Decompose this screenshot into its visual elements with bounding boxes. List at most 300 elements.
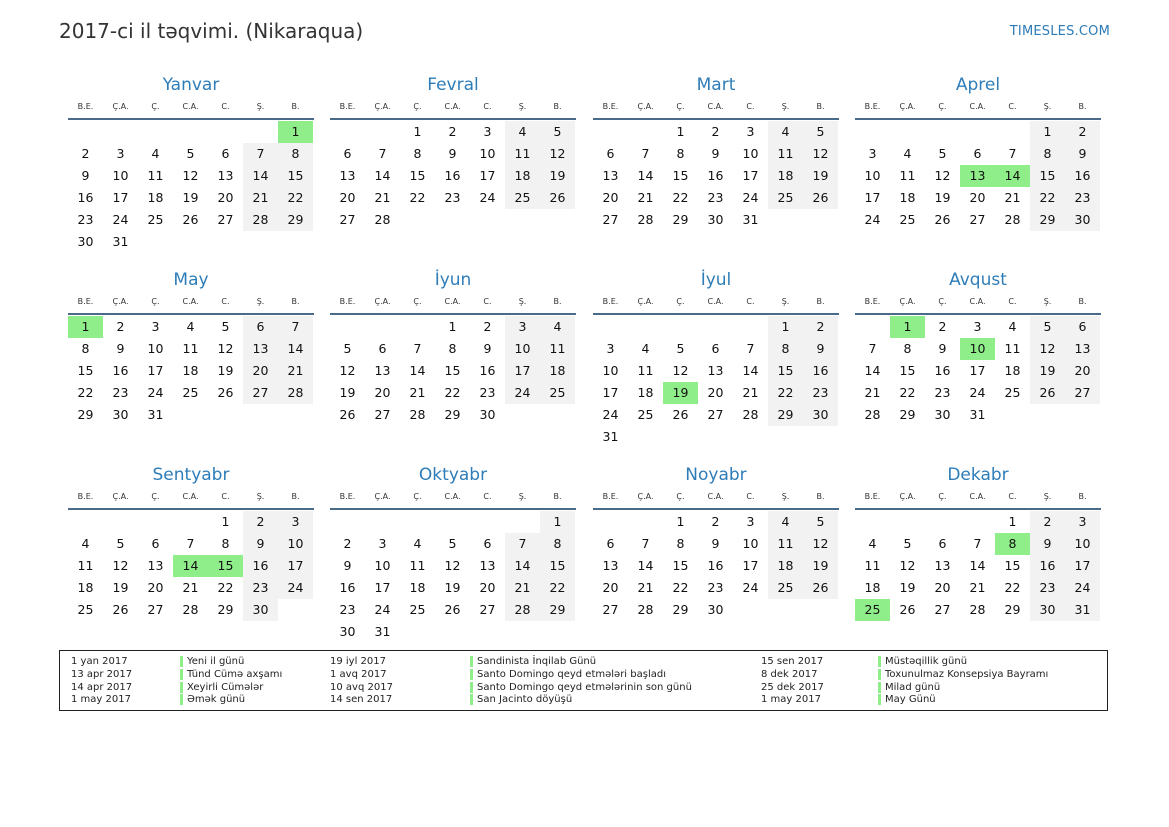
day-cell: 6 [1065, 316, 1100, 338]
day-cell: 29 [672, 212, 689, 227]
day-cell: 2 [711, 514, 720, 529]
empty-cell [278, 404, 313, 426]
day-cell: 7 [378, 146, 387, 161]
weekday-label: C. [483, 492, 492, 501]
day-cell: 10 [960, 338, 995, 360]
month-3 [855, 74, 1101, 231]
day-cell: 5 [803, 121, 838, 143]
weekday-label: C. [746, 102, 755, 111]
month-2 [593, 74, 839, 231]
day-cell: 4 [641, 341, 650, 356]
weekday-label: Ç. [413, 297, 422, 306]
day-cell: 8 [676, 536, 685, 551]
weekday-label: Ç.A. [899, 297, 916, 306]
empty-cell [243, 404, 278, 426]
weekday-label: C. [1008, 102, 1017, 111]
weekday-label: B.E. [602, 492, 619, 501]
day-cell: 21 [864, 385, 881, 400]
empty-cell [435, 209, 470, 231]
holiday-legend [59, 650, 1108, 711]
day-cell: 31 [374, 624, 391, 639]
legend-holiday-name: Müstəqillik günü [878, 656, 967, 667]
day-cell: 16 [934, 363, 951, 378]
day-cell: 25 [540, 382, 575, 404]
month-name: Noyabr [685, 465, 747, 485]
weekday-label: Ç. [151, 492, 160, 501]
weekday-label: B. [1078, 297, 1087, 306]
month-name: Aprel [955, 75, 1001, 95]
day-cell: 25 [409, 602, 426, 617]
weekday-label: C. [1008, 297, 1017, 306]
day-cell: 21 [637, 580, 654, 595]
day-cell: 15 [899, 363, 916, 378]
day-cell: 1 [890, 316, 925, 338]
day-cell: 6 [938, 536, 947, 551]
day-cell: 22 [217, 580, 234, 595]
weekday-label: Ç.A. [112, 297, 129, 306]
day-grid [855, 316, 1101, 426]
day-cell: 19 [112, 580, 129, 595]
day-cell: 15 [768, 360, 803, 382]
day-cell: 28 [505, 599, 540, 621]
weekday-header [68, 488, 314, 510]
empty-cell [173, 121, 208, 143]
day-cell: 7 [186, 536, 195, 551]
weekday-label: Ş. [256, 492, 265, 501]
empty-cell [470, 511, 505, 533]
day-cell: 21 [182, 580, 199, 595]
day-cell: 20 [602, 190, 619, 205]
day-cell: 19 [663, 382, 698, 404]
day-cell: 16 [1030, 555, 1065, 577]
day-cell: 23 [444, 190, 461, 205]
day-cell: 6 [973, 146, 982, 161]
day-cell: 5 [676, 341, 685, 356]
day-cell: 10 [374, 558, 391, 573]
weekday-label: Ç. [938, 297, 947, 306]
weekday-label: Ç.A. [374, 297, 391, 306]
day-cell: 30 [934, 407, 951, 422]
weekday-label: C.A. [707, 297, 724, 306]
day-cell: 28 [969, 602, 986, 617]
weekday-header [855, 293, 1101, 315]
weekday-label: B. [816, 102, 825, 111]
day-cell: 23 [707, 190, 724, 205]
weekday-header [330, 293, 576, 315]
empty-cell [628, 121, 663, 143]
weekday-label: Ç.A. [899, 492, 916, 501]
weekday-label: B.E. [77, 492, 94, 501]
legend-holiday-name: Tünd Cümə axşamı [180, 669, 282, 680]
weekday-label: C.A. [969, 492, 986, 501]
day-cell: 11 [409, 558, 426, 573]
day-cell: 28 [637, 212, 654, 227]
day-cell: 6 [343, 146, 352, 161]
day-cell: 21 [505, 577, 540, 599]
day-cell: 11 [182, 341, 199, 356]
day-cell: 2 [243, 511, 278, 533]
day-cell: 2 [483, 319, 492, 334]
day-cell: 19 [803, 165, 838, 187]
weekday-header [330, 98, 576, 120]
day-cell: 4 [903, 146, 912, 161]
day-cell: 6 [221, 146, 230, 161]
day-cell: 5 [448, 536, 457, 551]
day-cell: 28 [182, 602, 199, 617]
day-cell: 12 [1030, 338, 1065, 360]
empty-cell [1030, 404, 1065, 426]
day-cell: 8 [221, 536, 230, 551]
empty-cell [138, 231, 173, 253]
day-cell: 19 [339, 385, 356, 400]
empty-cell [68, 121, 103, 143]
day-cell: 25 [77, 602, 94, 617]
day-cell: 1 [540, 511, 575, 533]
empty-cell [768, 209, 803, 231]
weekday-label: Ş. [256, 102, 265, 111]
day-cell: 17 [505, 360, 540, 382]
empty-cell [330, 316, 365, 338]
day-cell: 26 [934, 212, 951, 227]
day-cell: 11 [505, 143, 540, 165]
empty-cell [103, 121, 138, 143]
day-cell: 26 [339, 407, 356, 422]
day-cell: 20 [1065, 360, 1100, 382]
legend-date: 14 sen 2017 [330, 694, 393, 706]
weekday-label: C.A. [182, 492, 199, 501]
day-cell: 23 [479, 385, 496, 400]
day-cell: 28 [637, 602, 654, 617]
day-cell: 16 [243, 555, 278, 577]
month-11 [855, 464, 1101, 621]
day-cell: 4 [768, 511, 803, 533]
day-cell: 23 [803, 382, 838, 404]
day-cell: 14 [278, 338, 313, 360]
day-cell: 3 [483, 124, 492, 139]
day-cell: 29 [540, 599, 575, 621]
day-cell: 28 [278, 382, 313, 404]
weekday-label: Ş. [781, 102, 790, 111]
day-cell: 22 [278, 187, 313, 209]
day-cell: 28 [1004, 212, 1021, 227]
day-cell: 18 [182, 363, 199, 378]
month-6 [593, 269, 839, 448]
day-cell: 10 [112, 168, 129, 183]
day-cell: 8 [448, 341, 457, 356]
day-cell: 19 [182, 190, 199, 205]
day-cell: 4 [540, 316, 575, 338]
weekday-label: B. [553, 102, 562, 111]
weekday-label: Ç.A. [899, 102, 916, 111]
day-cell: 23 [339, 602, 356, 617]
day-cell: 3 [151, 319, 160, 334]
day-cell: 29 [672, 602, 689, 617]
day-cell: 17 [479, 168, 496, 183]
legend-date: 1 avq 2017 [330, 668, 387, 680]
weekday-label: B.E. [339, 492, 356, 501]
day-cell: 27 [479, 602, 496, 617]
day-cell: 14 [374, 168, 391, 183]
day-cell: 9 [448, 146, 457, 161]
empty-cell [593, 316, 628, 338]
weekday-label: B. [291, 492, 300, 501]
weekday-label: Ç.A. [637, 102, 654, 111]
day-cell: 12 [803, 143, 838, 165]
day-cell: 13 [1065, 338, 1100, 360]
weekday-label: C.A. [182, 297, 199, 306]
weekday-label: Ç. [676, 297, 685, 306]
legend-date: 8 dek 2017 [761, 668, 818, 680]
empty-cell [243, 121, 278, 143]
day-cell: 4 [413, 536, 422, 551]
weekday-label: Ç.A. [112, 102, 129, 111]
day-cell: 16 [707, 558, 724, 573]
day-cell: 20 [602, 580, 619, 595]
day-cell: 19 [540, 165, 575, 187]
day-grid [330, 121, 576, 231]
month-10 [593, 464, 839, 621]
day-cell: 3 [973, 319, 982, 334]
day-cell: 3 [868, 146, 877, 161]
day-cell: 12 [672, 363, 689, 378]
weekday-label: B. [291, 297, 300, 306]
day-cell: 27 [147, 602, 164, 617]
day-cell: 7 [868, 341, 877, 356]
day-cell: 2 [938, 319, 947, 334]
day-cell: 12 [803, 533, 838, 555]
weekday-label: B. [291, 102, 300, 111]
weekday-label: Ç. [676, 102, 685, 111]
day-cell: 24 [505, 382, 540, 404]
day-cell: 11 [899, 168, 916, 183]
weekday-label: Ç.A. [374, 102, 391, 111]
day-cell: 19 [1030, 360, 1065, 382]
weekday-label: Ç.A. [374, 492, 391, 501]
weekday-label: B.E. [77, 102, 94, 111]
weekday-header [68, 293, 314, 315]
day-cell: 12 [444, 558, 461, 573]
day-cell: 27 [339, 212, 356, 227]
empty-cell [365, 511, 400, 533]
day-cell: 31 [969, 407, 986, 422]
day-cell: 9 [483, 341, 492, 356]
day-cell: 23 [1030, 577, 1065, 599]
day-cell: 5 [938, 146, 947, 161]
empty-cell [400, 209, 435, 231]
day-cell: 4 [151, 146, 160, 161]
month-name: Oktyabr [418, 465, 488, 485]
weekday-label: B.E. [864, 297, 881, 306]
day-cell: 17 [112, 190, 129, 205]
legend-holiday-name: Əmək günü [180, 694, 245, 705]
day-cell: 3 [1065, 511, 1100, 533]
day-cell: 19 [444, 580, 461, 595]
empty-cell [400, 621, 435, 643]
weekday-label: Ç. [151, 102, 160, 111]
day-cell: 22 [444, 385, 461, 400]
day-cell: 25 [637, 407, 654, 422]
day-cell: 9 [343, 558, 352, 573]
empty-cell [890, 511, 925, 533]
day-cell: 25 [768, 187, 803, 209]
day-cell: 1 [676, 514, 685, 529]
day-cell: 21 [243, 187, 278, 209]
empty-cell [890, 121, 925, 143]
empty-cell [505, 404, 540, 426]
day-cell: 8 [1030, 143, 1065, 165]
weekday-label: C. [1008, 492, 1017, 501]
day-cell: 5 [221, 319, 230, 334]
day-cell: 2 [1030, 511, 1065, 533]
day-cell: 10 [479, 146, 496, 161]
day-cell: 30 [339, 624, 356, 639]
day-cell: 1 [68, 316, 103, 338]
day-cell: 14 [864, 363, 881, 378]
day-cell: 3 [606, 341, 615, 356]
day-cell: 6 [378, 341, 387, 356]
day-cell: 14 [995, 165, 1030, 187]
empty-cell [1065, 404, 1100, 426]
day-cell: 5 [186, 146, 195, 161]
day-cell: 24 [602, 407, 619, 422]
day-cell: 4 [81, 536, 90, 551]
empty-cell [698, 426, 733, 448]
empty-cell [628, 316, 663, 338]
day-cell: 25 [182, 385, 199, 400]
day-cell: 26 [112, 602, 129, 617]
weekday-label: C. [221, 102, 230, 111]
day-cell: 20 [969, 190, 986, 205]
month-name: İyun [434, 270, 472, 290]
empty-cell [960, 121, 995, 143]
weekday-label: C.A. [444, 297, 461, 306]
day-cell: 24 [374, 602, 391, 617]
day-cell: 21 [1004, 190, 1021, 205]
day-cell: 13 [960, 165, 995, 187]
empty-cell [470, 621, 505, 643]
month-8 [68, 464, 314, 621]
legend-holiday-name: Milad günü [878, 682, 940, 693]
day-cell: 16 [1065, 165, 1100, 187]
day-cell: 2 [448, 124, 457, 139]
empty-cell [435, 621, 470, 643]
day-cell: 20 [374, 385, 391, 400]
empty-cell [365, 121, 400, 143]
day-cell: 7 [746, 341, 755, 356]
day-cell: 21 [969, 580, 986, 595]
day-grid [68, 316, 314, 426]
day-cell: 28 [409, 407, 426, 422]
empty-cell [330, 511, 365, 533]
legend-holiday-name: May Günü [878, 694, 936, 705]
empty-cell [173, 404, 208, 426]
day-cell: 21 [742, 385, 759, 400]
legend-date: 25 dek 2017 [761, 681, 824, 693]
day-cell: 9 [938, 341, 947, 356]
day-cell: 14 [742, 363, 759, 378]
day-cell: 16 [112, 363, 129, 378]
day-cell: 8 [81, 341, 90, 356]
day-cell: 7 [243, 143, 278, 165]
day-cell: 24 [742, 580, 759, 595]
day-cell: 1 [413, 124, 422, 139]
day-cell: 17 [1065, 555, 1100, 577]
day-grid [68, 511, 314, 621]
day-cell: 29 [278, 209, 313, 231]
day-grid [593, 511, 839, 621]
empty-cell [803, 599, 838, 621]
empty-cell [68, 511, 103, 533]
day-cell: 3 [505, 316, 540, 338]
day-cell: 6 [483, 536, 492, 551]
legend-holiday-name: Santo Domingo qeyd etmələrinin son günü [470, 682, 692, 693]
day-cell: 17 [602, 385, 619, 400]
empty-cell [663, 316, 698, 338]
empty-cell [505, 209, 540, 231]
day-cell: 16 [339, 580, 356, 595]
empty-cell [960, 511, 995, 533]
day-cell: 11 [864, 558, 881, 573]
month-name: Mart [696, 75, 736, 95]
empty-cell [803, 426, 838, 448]
day-cell: 14 [637, 558, 654, 573]
weekday-header [593, 488, 839, 510]
day-cell: 27 [243, 382, 278, 404]
day-cell: 24 [112, 212, 129, 227]
weekday-label: B. [816, 297, 825, 306]
day-cell: 20 [934, 580, 951, 595]
day-cell: 1 [1030, 121, 1065, 143]
weekday-header [593, 98, 839, 120]
day-cell: 28 [864, 407, 881, 422]
empty-cell [330, 121, 365, 143]
day-cell: 6 [243, 316, 278, 338]
legend-names-column [470, 656, 692, 707]
brand-link[interactable]: TIMESLES.COM [1009, 24, 1110, 39]
day-cell: 6 [606, 536, 615, 551]
weekday-label: C. [746, 297, 755, 306]
day-cell: 16 [77, 190, 94, 205]
empty-cell [995, 121, 1030, 143]
day-cell: 16 [444, 168, 461, 183]
day-cell: 19 [217, 363, 234, 378]
day-cell: 21 [374, 190, 391, 205]
day-cell: 28 [243, 209, 278, 231]
weekday-label: C.A. [969, 297, 986, 306]
weekday-label: Ç.A. [112, 492, 129, 501]
day-cell: 5 [343, 341, 352, 356]
day-cell: 20 [147, 580, 164, 595]
day-cell: 7 [278, 316, 313, 338]
day-cell: 25 [855, 599, 890, 621]
day-cell: 25 [899, 212, 916, 227]
empty-cell [768, 426, 803, 448]
day-cell: 13 [602, 558, 619, 573]
day-cell: 15 [278, 165, 313, 187]
empty-cell [365, 316, 400, 338]
day-cell: 25 [147, 212, 164, 227]
month-name: May [173, 270, 209, 290]
day-cell: 26 [672, 407, 689, 422]
empty-cell [628, 511, 663, 533]
day-cell: 18 [864, 580, 881, 595]
weekday-label: C.A. [707, 492, 724, 501]
legend-date: 19 iyl 2017 [330, 656, 387, 667]
day-cell: 6 [151, 536, 160, 551]
weekday-header [68, 98, 314, 120]
day-cell: 1 [448, 319, 457, 334]
day-cell: 21 [409, 385, 426, 400]
